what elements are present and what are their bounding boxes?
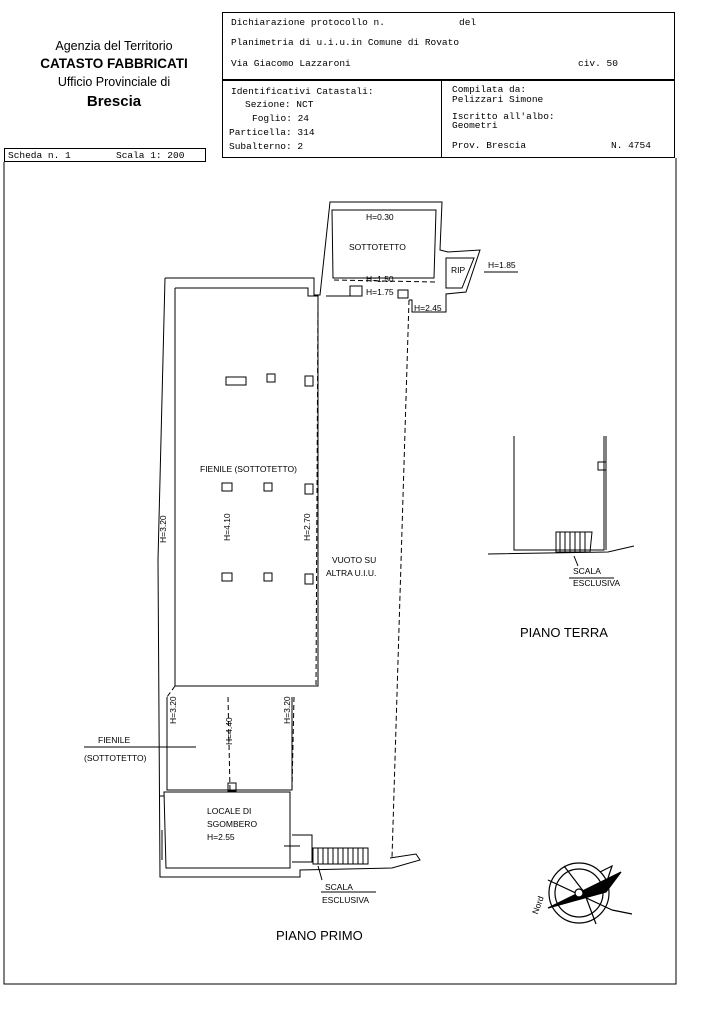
- label-scala-terra: SCALA: [573, 566, 601, 576]
- identifiers-title: Identificativi Catastali:: [231, 86, 374, 97]
- albo-label: Iscritto all'albo:: [452, 111, 555, 122]
- protocol-label: Dichiarazione protocollo n.: [231, 17, 385, 28]
- civic-number: civ. 50: [578, 58, 618, 69]
- label-h320-c: H=3.20: [282, 696, 292, 724]
- office-label: Ufficio Provinciale di: [57, 75, 171, 89]
- stair-primo: [313, 848, 368, 864]
- label-h185: H=1.85: [488, 260, 516, 270]
- albo-value: Geometri: [452, 120, 498, 131]
- compass-label: Nord: [530, 894, 546, 916]
- sezione: Sezione: NCT: [245, 99, 314, 110]
- label-vuoto-2: ALTRA U.I.U.: [326, 568, 377, 578]
- catasto-title: CATASTO FABBRICATI: [40, 56, 188, 71]
- locale-sgombero: [164, 792, 290, 868]
- label-h410: H=4.10: [222, 513, 232, 541]
- label-esclusiva-primo: ESCLUSIVA: [322, 895, 370, 905]
- plan-title: Planimetria di u.i.u.in Comune di Rovato: [231, 37, 460, 48]
- label-rip: RIP: [451, 265, 466, 275]
- label-locale-1: LOCALE DI: [207, 806, 252, 816]
- agency-name: Agenzia del Territorio: [55, 39, 173, 53]
- label-fienile-sottotetto: FIENILE (SOTTOTETTO): [200, 464, 297, 474]
- label-h440: H=4.40: [224, 717, 234, 745]
- label-sottotetto: SOTTOTETTO: [349, 242, 406, 252]
- label-h175: H=1.75: [366, 287, 394, 297]
- primo-outer-left: [158, 278, 420, 877]
- label-h320-left: H=3.20: [158, 515, 168, 543]
- address: Via Giacomo Lazzaroni: [231, 58, 351, 69]
- province: Prov. Brescia: [452, 140, 527, 151]
- subalterno: Subalterno: 2: [229, 141, 304, 152]
- label-fienile-sub: (SOTTOTETTO): [84, 753, 147, 763]
- province-name: Brescia: [86, 93, 142, 110]
- protocol-del: del: [459, 17, 477, 28]
- label-fienile: FIENILE: [98, 735, 131, 745]
- scale: Scala 1: 200: [116, 150, 185, 161]
- particella: Particella: 314: [229, 127, 315, 138]
- title-piano-terra: PIANO TERRA: [520, 625, 608, 640]
- sheet-number: Scheda n. 1: [8, 150, 71, 161]
- compass-icon: [548, 863, 632, 924]
- label-locale-2: SGOMBERO: [207, 819, 258, 829]
- label-h030: H=0.30: [366, 212, 394, 222]
- label-h150: H=1.50: [366, 274, 394, 284]
- label-esclusiva-terra: ESCLUSIVA: [573, 578, 621, 588]
- piano-terra-drawing: [488, 436, 634, 578]
- registration-number: N. 4754: [611, 140, 651, 151]
- label-h270: H=2.70: [302, 513, 312, 541]
- label-vuoto-1: VUOTO SU: [332, 555, 377, 565]
- label-scala-primo: SCALA: [325, 882, 353, 892]
- compiler-name: Pelizzari Simone: [452, 94, 544, 105]
- fienile-sottotetto-room: [175, 288, 318, 686]
- foglio: Foglio: 24: [252, 113, 310, 124]
- label-h320-b: H=3.20: [168, 696, 178, 724]
- primo-outer-top: [165, 202, 480, 312]
- compiler-label: Compilata da:: [452, 84, 527, 95]
- label-h255: H=2.55: [207, 832, 235, 842]
- title-piano-primo: PIANO PRIMO: [276, 928, 363, 943]
- label-h245: H=2.45: [414, 303, 442, 313]
